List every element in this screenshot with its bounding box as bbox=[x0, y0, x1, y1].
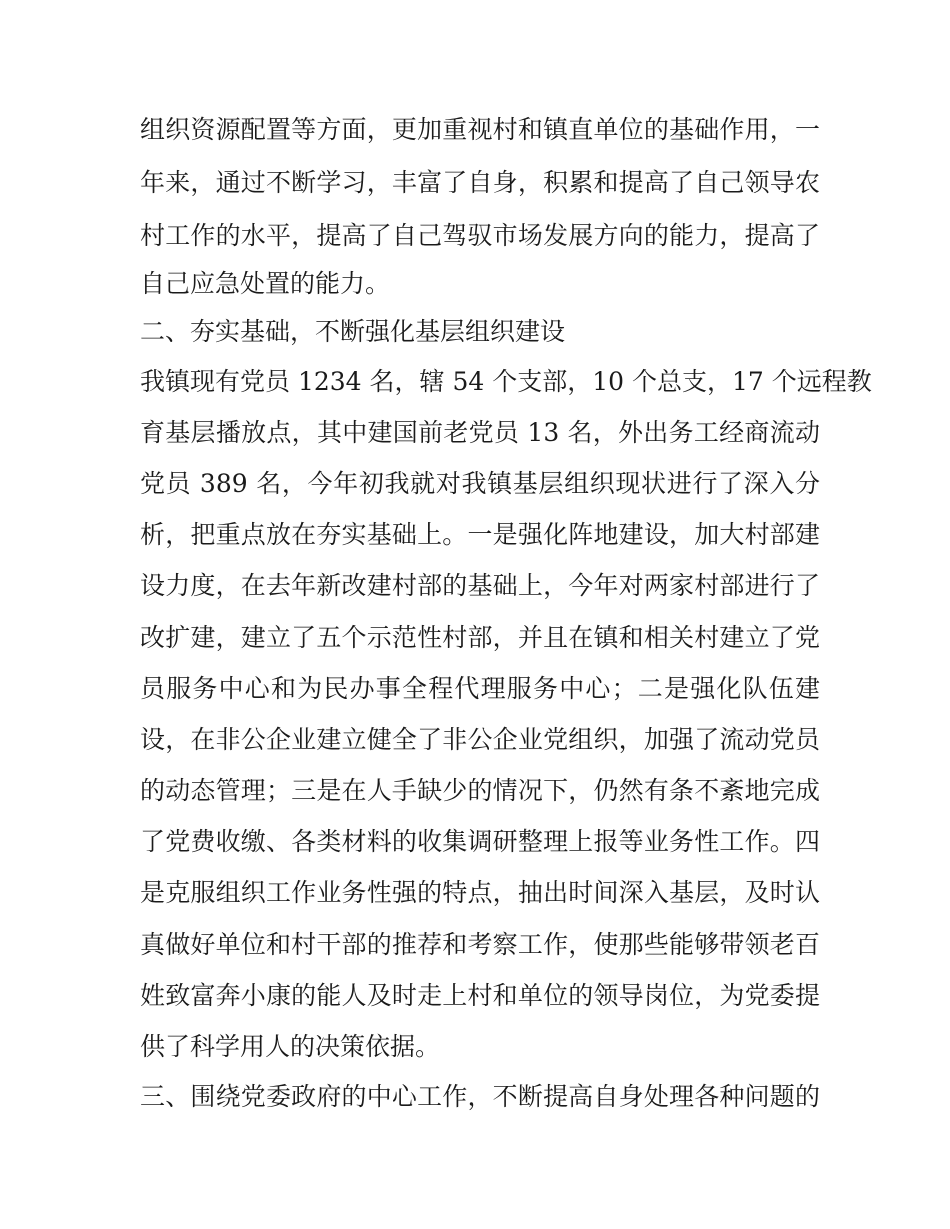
text-line: 改扩建，建立了五个示范性村部，并且在镇和相关村建立了党 bbox=[140, 623, 820, 652]
text-line: 村工作的水平，提高了自己驾驭市场发展方向的能力，提高了 bbox=[140, 221, 820, 250]
text-line: 员服务中心和为民办事全程代理服务中心；二是强化队伍建 bbox=[140, 674, 820, 703]
text-line: 自己应急处置的能力。 bbox=[140, 269, 391, 298]
text-line: 育基层播放点，其中建国前老党员 13 名，外出务工经商流动 bbox=[140, 418, 820, 447]
section-heading: 二、夯实基础，不断强化基层组织建设 bbox=[140, 317, 566, 346]
text-line: 我镇现有党员 1234 名，辖 54 个支部，10 个总支，17 个远程教 bbox=[140, 367, 872, 396]
text-line: 姓致富奔小康的能人及时走上村和单位的领导岗位，为党委提 bbox=[140, 981, 820, 1010]
text-line: 年来，通过不断学习，丰富了自身，积累和提高了自己领导农 bbox=[140, 168, 820, 197]
text-line: 的动态管理；三是在人手缺少的情况下，仍然有条不紊地完成 bbox=[140, 776, 820, 805]
text-line: 组织资源配置等方面，更加重视村和镇直单位的基础作用，一 bbox=[140, 115, 820, 144]
section-heading: 三、围绕党委政府的中心工作，不断提高自身处理各种问题的 bbox=[140, 1082, 820, 1111]
text-line: 设，在非公企业建立健全了非公企业党组织，加强了流动党员 bbox=[140, 725, 820, 754]
text-line: 了党费收缴、各类材料的收集调研整理上报等业务性工作。四 bbox=[140, 827, 820, 856]
text-line: 析，把重点放在夯实基础上。一是强化阵地建设，加大村部建 bbox=[140, 520, 820, 549]
text-line: 党员 389 名，今年初我就对我镇基层组织现状进行了深入分 bbox=[140, 469, 820, 498]
text-line: 是克服组织工作业务性强的特点，抽出时间深入基层，及时认 bbox=[140, 878, 820, 907]
text-line: 供了科学用人的决策依据。 bbox=[140, 1032, 441, 1061]
text-line: 真做好单位和村干部的推荐和考察工作，使那些能够带领老百 bbox=[140, 930, 820, 959]
text-line: 设力度，在去年新改建村部的基础上，今年对两家村部进行了 bbox=[140, 571, 820, 600]
